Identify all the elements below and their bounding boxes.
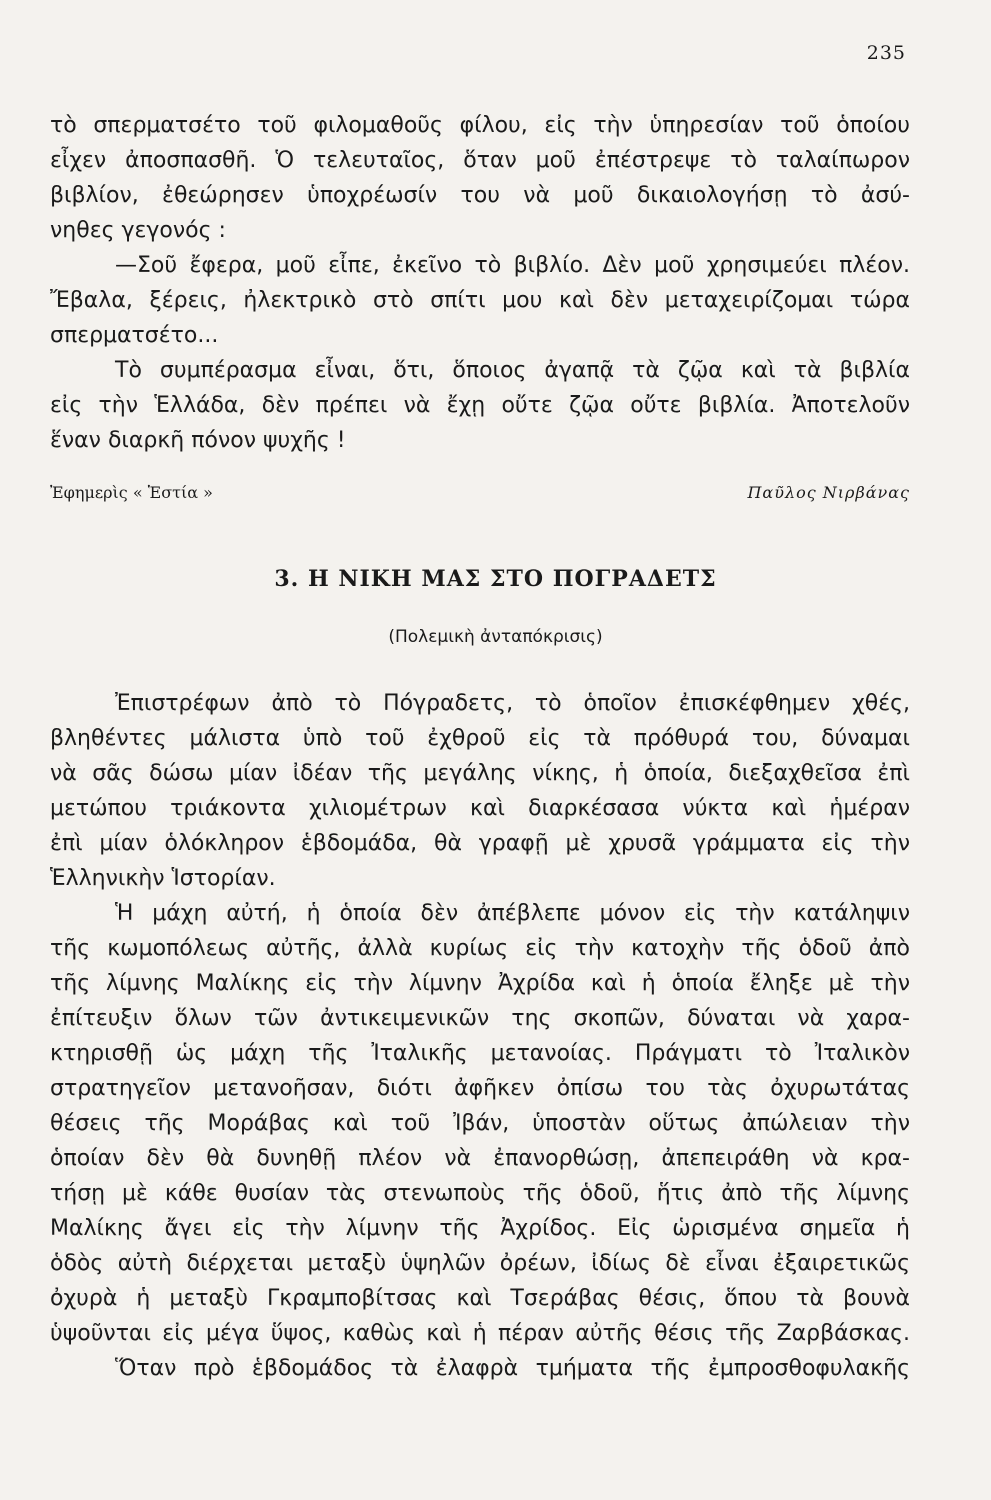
text-line: ὑψοῦνται εἰς μέγα ὕψος, καθὼς καὶ ἡ πέραν αὐτῆς θέσις τῆς Ζαρβάσκας. [50, 1321, 910, 1346]
text-line: μετώπου τριάκοντα χιλιομέτρων καὶ διαρκέσασα νύκτα καὶ ἡμέραν [50, 796, 910, 821]
text-line: σπερματσέτο... [50, 323, 219, 348]
page-number: 235 [866, 42, 906, 64]
text-line: ὁδὸς αὐτὴ διέρχεται μεταξὺ ὑψηλῶν ὀρέων, ἰδίως δὲ εἶναι ἐξαιρετικῶς [50, 1251, 910, 1276]
text-line: τήσῃ μὲ κάθε θυσίαν τὰς στενωποὺς τῆς ὁδοῦ, ἥτις ἀπὸ τῆς λίμνης [50, 1181, 910, 1206]
section-subheading: (Πολεμικὴ ἀνταπόκρισις) [388, 627, 603, 647]
text-line: εἰς τὴν Ἑλλάδα, δὲν πρέπει νὰ ἔχῃ οὔτε ζῷα οὔτε βιβλία. Ἀποτελοῦν [50, 393, 910, 418]
text-line: ἐπὶ μίαν ὁλόκληρον ἑβδομάδα, θὰ γραφῇ μὲ χρυσᾶ γράμματα εἰς τὴν [50, 831, 910, 856]
text-line: νὰ σᾶς δώσω μίαν ἰδέαν τῆς μεγάλης νίκης, ἡ ὁποία, διεξαχθεῖσα ἐπὶ [50, 761, 910, 786]
section-body [50, 686, 910, 1386]
text-line: κτηρισθῇ ὡς μάχη τῆς Ἰταλικῆς μετανοίας. Πράγματι τὸ Ἰταλικὸν [50, 1041, 910, 1066]
text-line: βληθέντες μάλιστα ὑπὸ τοῦ ἐχθροῦ εἰς τὰ πρόθυρά του, δύναμαι [50, 726, 910, 751]
text-line: εἶχεν ἀποσπασθῆ. Ὁ τελευταῖος, ὅταν μοῦ ἐπέστρεψε τὸ ταλαίπωρον [50, 148, 910, 173]
text-line: τῆς λίμνης Μαλίκης εἰς τὴν λίμνην Ἀχρίδα καὶ ἡ ὁποία ἔληξε μὲ τὴν [50, 971, 910, 996]
article-author: Παῦλος Νιρβάνας [747, 483, 910, 502]
text-line: Μαλίκης ἄγει εἰς τὴν λίμνην τῆς Ἀχρίδος. Εἰς ὡρισμένα σημεῖα ἡ [50, 1216, 910, 1241]
text-line: Ἑλληνικὴν Ἱστορίαν. [50, 866, 276, 891]
text-line: Τὸ συμπέρασμα εἶναι, ὅτι, ὅποιος ἀγαπᾷ τὰ ζῷα καὶ τὰ βιβλία [115, 358, 910, 383]
text-line: νηθες γεγονός : [50, 218, 226, 243]
text-line: ὁποίαν δὲν θὰ δυνηθῇ πλέον νὰ ἐπανορθώσῃ, ἀπεπειράθη νὰ κρα- [50, 1146, 910, 1171]
intro-paragraphs [50, 108, 910, 458]
text-line: Ὅταν πρὸ ἑβδομάδος τὰ ἐλαφρὰ τμήματα τῆς ἐμπροσθοφυλακῆς [115, 1356, 910, 1381]
newspaper-source: Ἐφημερὶς « Ἑστία » [50, 483, 213, 502]
section-heading: 3. Η ΝΙΚΗ ΜΑΣ ΣΤΟ ΠΟΓΡΑΔΕΤΣ [274, 566, 717, 592]
text-line: βιβλίον, ἐθεώρησεν ὑποχρέωσίν του νὰ μοῦ δικαιολογήσῃ τὸ ἀσύ- [50, 183, 910, 208]
text-line: στρατηγεῖον μετανοῆσαν, διότι ἀφῆκεν ὀπίσω του τὰς ὀχυρωτάτας [50, 1076, 910, 1101]
text-line: Ἡ μάχη αὐτή, ἡ ὁποία δὲν ἀπέβλεπε μόνον εἰς τὴν κατάληψιν [115, 901, 910, 926]
text-line: Ἐπιστρέφων ἀπὸ τὸ Πόγραδετς, τὸ ὁποῖον ἐπισκέφθημεν χθές, [115, 691, 910, 716]
text-line: θέσεις τῆς Μοράβας καὶ τοῦ Ἰβάν, ὑποστὰν οὕτως ἀπώλειαν τὴν [50, 1111, 910, 1136]
text-line: —Σοῦ ἔφερα, μοῦ εἶπε, ἐκεῖνο τὸ βιβλίο. Δὲν μοῦ χρησιμεύει πλέον. [115, 253, 910, 278]
text-line: τῆς κωμοπόλεως αὐτῆς, ἀλλὰ κυρίως εἰς τὴν κατοχὴν τῆς ὁδοῦ ἀπὸ [50, 936, 910, 961]
text-line: ἕναν διαρκῆ πόνον ψυχῆς ! [50, 428, 346, 453]
article-credit [50, 478, 910, 508]
text-line: Ἔβαλα, ξέρεις, ἠλεκτρικὸ στὸ σπίτι μου καὶ δὲν μεταχειρίζομαι τώρα [50, 288, 910, 313]
text-line: ὀχυρὰ ἡ μεταξὺ Γκραμποβίτσας καὶ Τσεράβας θέσις, ὅπου τὰ βουνὰ [50, 1286, 910, 1311]
text-line: τὸ σπερματσέτο τοῦ φιλομαθοῦς φίλου, εἰς τὴν ὑπηρεσίαν τοῦ ὁποίου [50, 113, 910, 138]
text-line: ἐπίτευξιν ὅλων τῶν ἀντικειμενικῶν της σκοπῶν, δύναται νὰ χαρα- [50, 1006, 910, 1031]
